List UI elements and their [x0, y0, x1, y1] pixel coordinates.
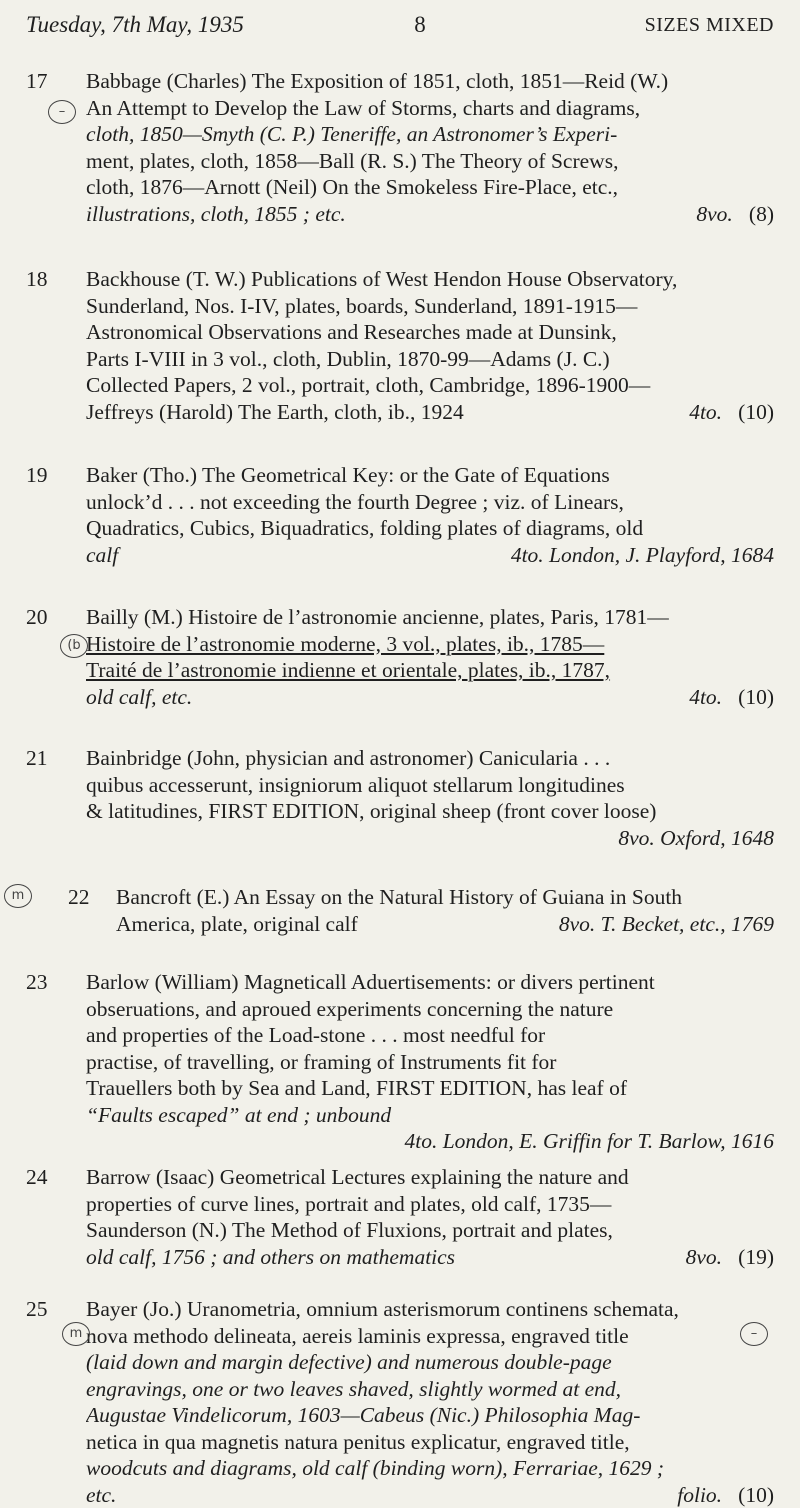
page-number: 8 [26, 12, 774, 38]
lot-line: cloth, 1850—Smyth (C. P.) Teneriffe, an Astronomer’s Experi- [86, 121, 774, 148]
lot-line: Bayer (Jo.) Uranometria, omnium asterismorum continens schemata, [86, 1296, 774, 1323]
lot-line: old calf, etc. 4to. (10) [86, 684, 774, 711]
lot-line: Bailly (M.) Histoire de l’astronomie ancienne, plates, Paris, 1781— [86, 604, 774, 631]
lot-19 [26, 462, 774, 568]
lot-line: Baker (Tho.) The Geometrical Key: or the Gate of Equations [86, 462, 774, 489]
lot-line: Barrow (Isaac) Geometrical Lectures explaining the nature and [86, 1164, 774, 1191]
lot-line: “Faults escaped” at end ; unbound [86, 1102, 774, 1129]
lot-line: ment, plates, cloth, 1858—Ball (R. S.) The Theory of Screws, [86, 148, 774, 175]
lot-line: Backhouse (T. W.) Publications of West Hendon House Observatory, [86, 266, 774, 293]
annotation-mark: m [4, 884, 32, 908]
annotation-mark: – [740, 1322, 768, 1346]
lot-line: Traité de l’astronomie indienne et orientale, plates, ib., 1787, [86, 657, 774, 684]
lot-line: Bainbridge (John, physician and astronomer) Canicularia . . . [86, 745, 774, 772]
lot-line: engravings, one or two leaves shaved, slightly wormed at end, [86, 1376, 774, 1403]
lot-line: properties of curve lines, portrait and plates, old calf, 1735— [86, 1191, 774, 1218]
lot-line: practise, of travelling, or framing of Instruments fit for [86, 1049, 774, 1076]
lot-line: etc. folio. (10) [86, 1482, 774, 1508]
lot-number: 22 [68, 884, 108, 911]
annotation-mark: (b [60, 634, 88, 658]
lot-line: netica in qua magnetis natura penitus explicatur, engraved title, [86, 1429, 774, 1456]
lot-line: unlock’d . . . not exceeding the fourth Degree ; viz. of Linears, [86, 489, 774, 516]
lot-line: America, plate, original calf 8vo. T. Becket, etc., 1769 [116, 911, 774, 938]
lot-line: Trauellers both by Sea and Land, FIRST EDITION, has leaf of [86, 1075, 774, 1102]
lot-imprint: 8vo. Oxford, 1648 [86, 825, 774, 852]
lot-number: 21 [26, 745, 66, 772]
lot-line: and properties of the Load-stone . . . most needful for [86, 1022, 774, 1049]
lot-line: calf 4to. London, J. Playford, 1684 [86, 542, 774, 569]
lot-number: 18 [26, 266, 66, 293]
lot-line: illustrations, cloth, 1855 ; etc. 8vo. (8) [86, 201, 774, 228]
lot-line: An Attempt to Develop the Law of Storms, charts and diagrams, [86, 95, 774, 122]
lot-line: Quadratics, Cubics, Biquadratics, folding plates of diagrams, old [86, 515, 774, 542]
lot-line: quibus accesserunt, insigniorum aliquot stellarum longitudines [86, 772, 774, 799]
lot-number: 23 [26, 969, 66, 996]
lot-line: Parts I-VIII in 3 vol., cloth, Dublin, 1870-99—Adams (J. C.) [86, 346, 774, 373]
lot-line: Collected Papers, 2 vol., portrait, cloth, Cambridge, 1896-1900— [86, 372, 774, 399]
lot-line: Astronomical Observations and Researches made at Dunsink, [86, 319, 774, 346]
page-header [26, 12, 774, 52]
lot-number: 25 [26, 1296, 66, 1323]
lot-number: 24 [26, 1164, 66, 1191]
lot-line: Augustae Vindelicorum, 1603—Cabeus (Nic.) Philosophia Mag- [86, 1402, 774, 1429]
lot-number: 19 [26, 462, 66, 489]
lot-line: old calf, 1756 ; and others on mathematics 8vo. (19) [86, 1244, 774, 1271]
lot-17 [26, 68, 774, 227]
lot-21 [26, 745, 774, 851]
lot-line: woodcuts and diagrams, old calf (binding worn), Ferrariae, 1629 ; [86, 1455, 774, 1482]
lot-number: 17 [26, 68, 66, 95]
lot-line: Jeffreys (Harold) The Earth, cloth, ib., 1924 4to. (10) [86, 399, 774, 426]
lot-number: 20 [26, 604, 66, 631]
lot-18 [26, 266, 774, 425]
lot-line: Babbage (Charles) The Exposition of 1851, cloth, 1851—Reid (W.) [86, 68, 774, 95]
lot-line: Barlow (William) Magneticall Aduertisements: or divers pertinent [86, 969, 774, 996]
section-title: SIZES MIXED [645, 14, 774, 37]
annotation-mark: m [62, 1322, 90, 1346]
lot-20 [26, 604, 774, 710]
lot-line: obseruations, and aproued experiments concerning the nature [86, 996, 774, 1023]
lot-line: Saunderson (N.) The Method of Fluxions, portrait and plates, [86, 1217, 774, 1244]
sale-date: Tuesday, 7th May, 1935 [26, 12, 244, 38]
lot-22 [26, 884, 774, 937]
lot-23 [26, 969, 774, 1155]
annotation-mark: – [48, 100, 76, 124]
lot-24 [26, 1164, 774, 1270]
lot-25 [26, 1296, 774, 1508]
lot-line: nova methodo delineata, aereis laminis expressa, engraved title [86, 1323, 774, 1350]
lot-line: Bancroft (E.) An Essay on the Natural History of Guiana in South [116, 884, 774, 911]
lot-line: Sunderland, Nos. I-IV, plates, boards, Sunderland, 1891-1915— [86, 293, 774, 320]
lot-line: Histoire de l’astronomie moderne, 3 vol., plates, ib., 1785— [86, 631, 774, 658]
lot-imprint: 4to. London, E. Griffin for T. Barlow, 1616 [86, 1128, 774, 1155]
lot-line: cloth, 1876—Arnott (Neil) On the Smokeless Fire-Place, etc., [86, 174, 774, 201]
lot-line: (laid down and margin defective) and numerous double-page [86, 1349, 774, 1376]
lot-line: & latitudines, FIRST EDITION, original sheep (front cover loose) [86, 798, 774, 825]
